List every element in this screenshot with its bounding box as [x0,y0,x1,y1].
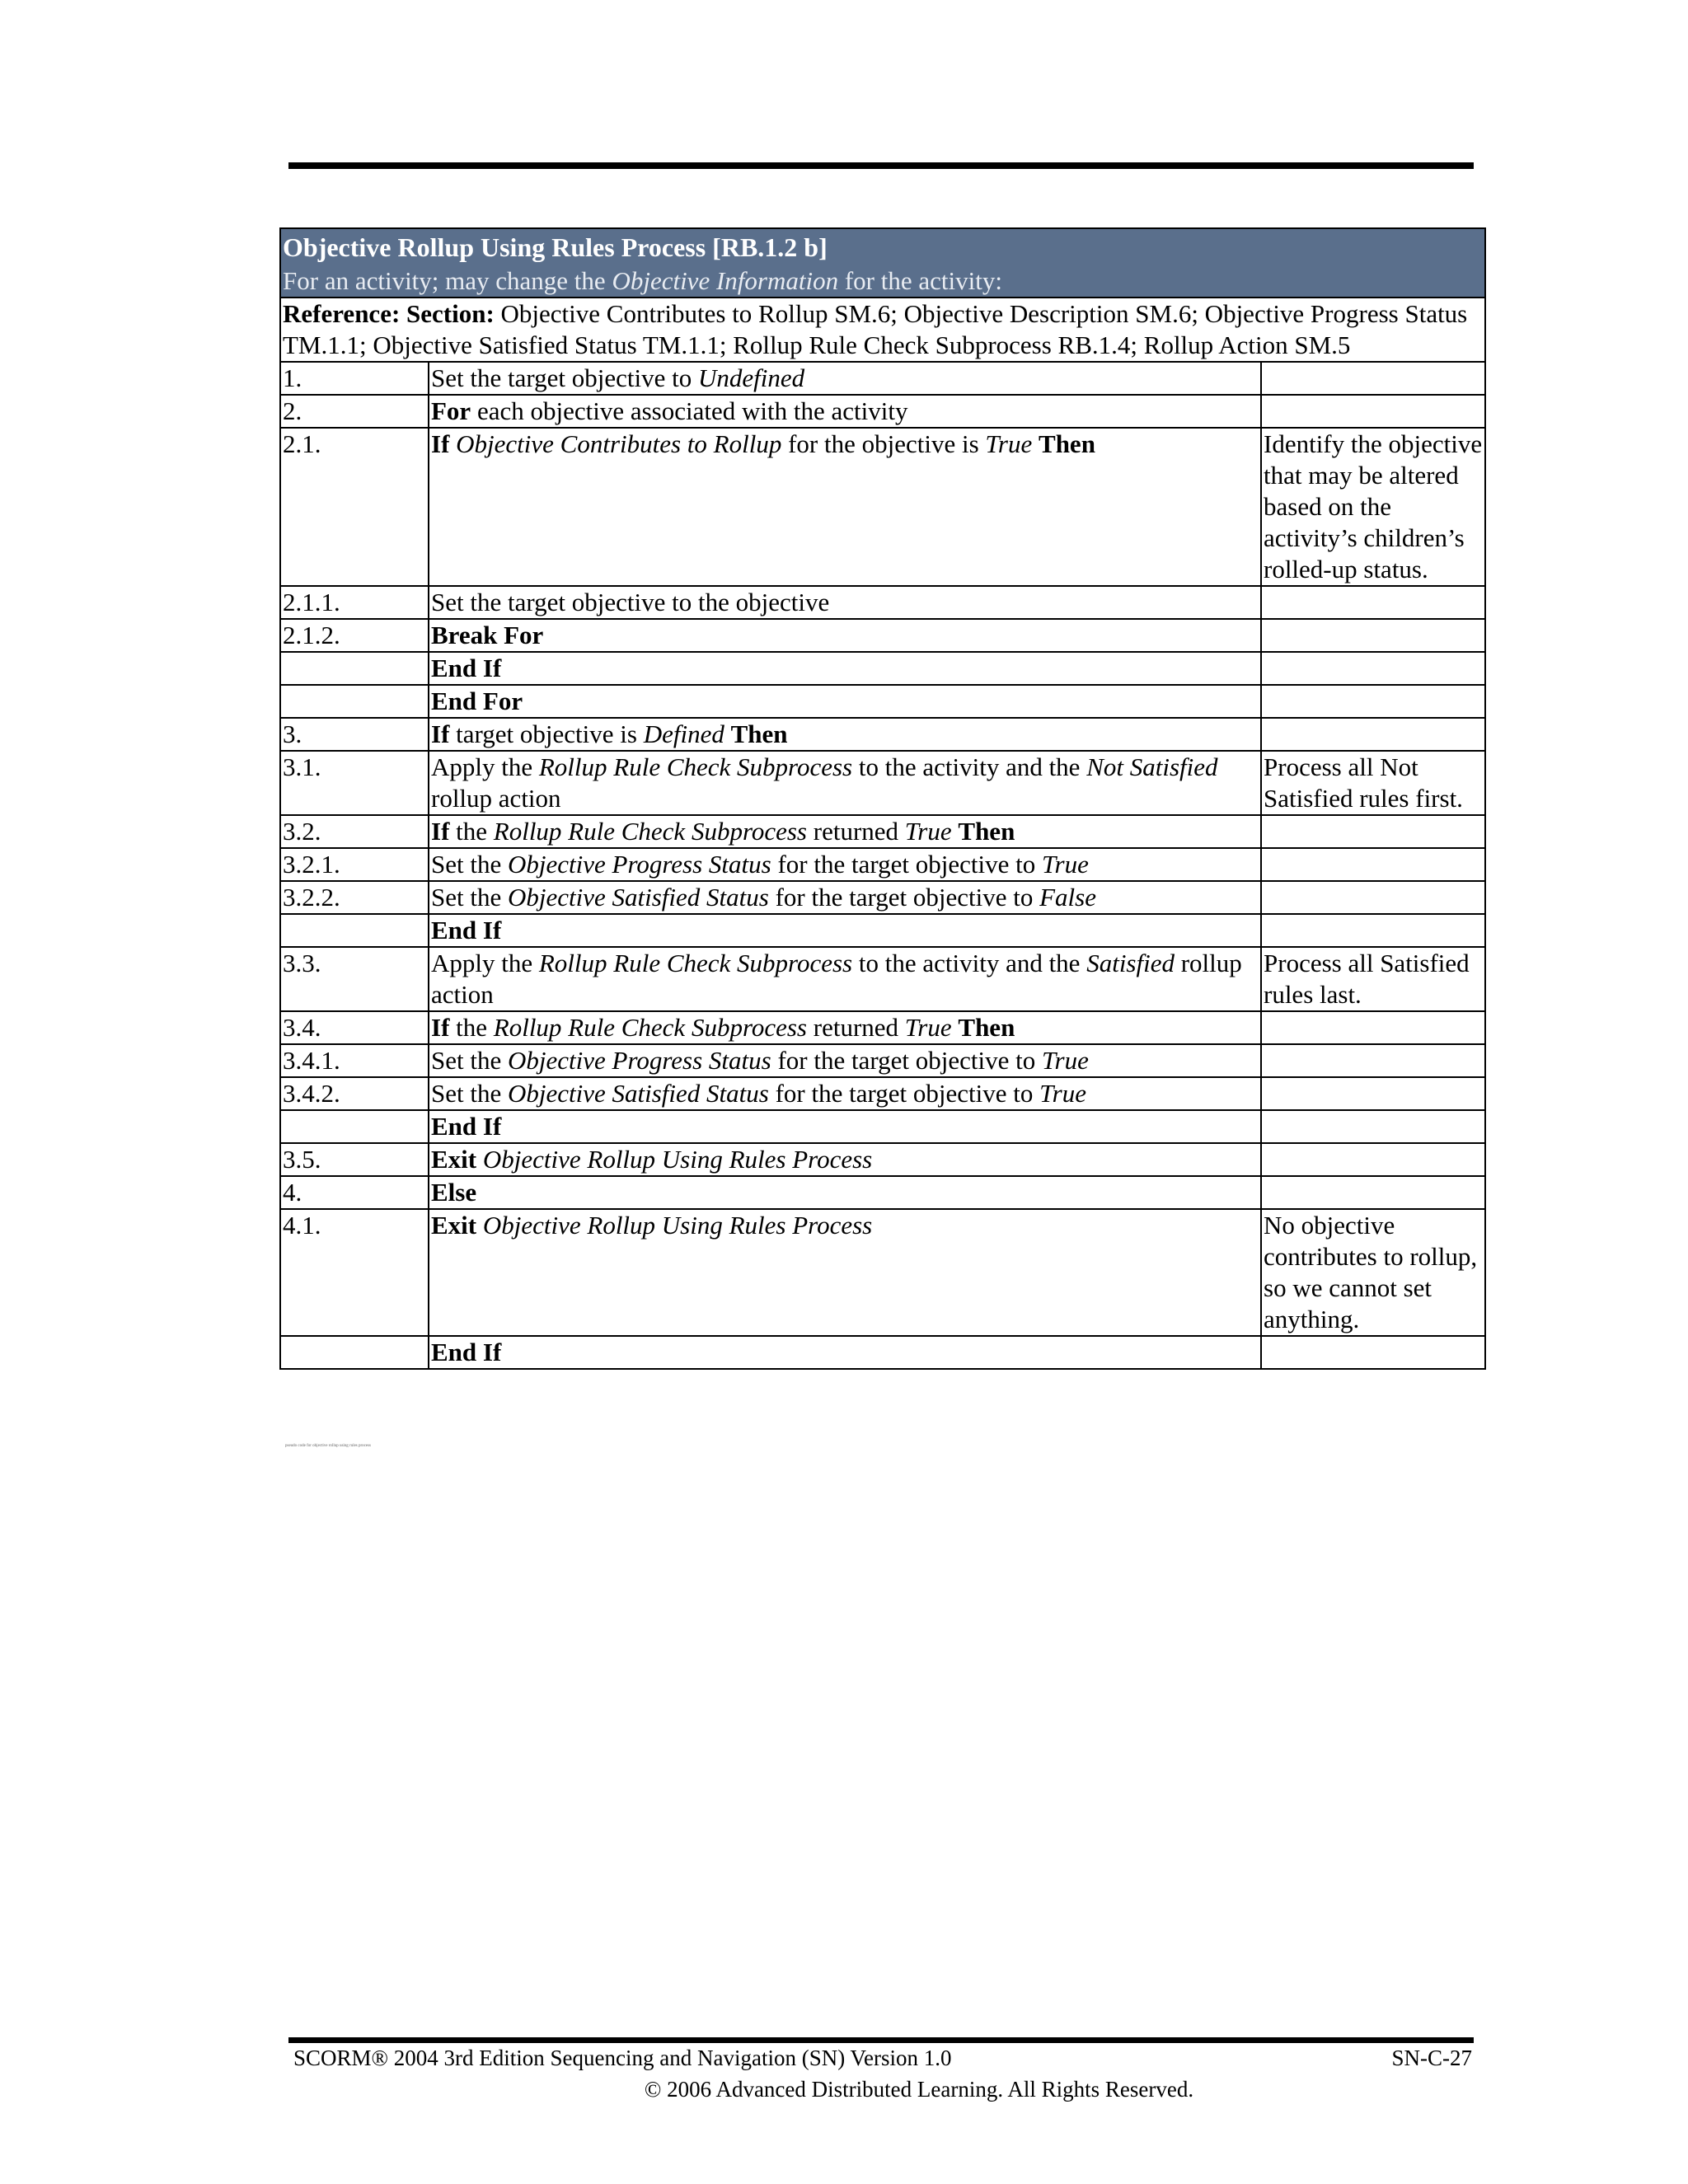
process-table [279,227,1486,1370]
reference-label: Reference: Section: [283,299,495,328]
step-number: 3. [280,718,429,751]
step-note [1261,1176,1485,1209]
step-text [429,848,1261,881]
step-number: 3.4.1. [280,1044,429,1077]
step-number: 2.1.2. [280,619,429,652]
keyword: End If [431,1338,502,1366]
term: Undefined [697,363,805,392]
step-text [429,1077,1261,1110]
keyword: End If [431,916,502,944]
step-row [280,1077,1485,1110]
step-fragment: Set the [431,883,508,912]
step-note: Process all Not Satisfied rules first. [1261,751,1485,815]
step-text [429,947,1261,1011]
step-fragment: for the target objective to [771,850,1042,879]
keyword: Then [730,719,788,748]
term: Rollup Rule Check Subprocess [538,949,853,977]
table-caption: pseudo code for objective rollup using rules process [285,1444,372,1448]
step-note [1261,1336,1485,1369]
step-text [429,1044,1261,1077]
step-number [280,685,429,718]
term: Rollup Rule Check Subprocess [538,752,853,781]
step-note [1261,718,1485,751]
step-fragment: rollup action [431,784,561,813]
step-text [429,428,1261,586]
description-emphasis: Objective Information [612,266,839,295]
step-number [280,914,429,947]
step-text [429,1110,1261,1143]
keyword: End For [431,687,523,715]
term: Rollup Rule Check Subprocess [493,817,807,846]
step-number [280,1336,429,1369]
step-row [280,881,1485,914]
description-text-end: for the activity: [838,266,1002,295]
step-number: 4.1. [280,1209,429,1336]
step-row [280,1176,1485,1209]
keyword: If [431,817,450,846]
step-note [1261,1077,1485,1110]
step-number: 3.1. [280,751,429,815]
term: False [1039,883,1096,912]
keyword: Then [958,1013,1015,1042]
step-text [429,586,1261,619]
step-fragment: returned [807,1013,905,1042]
step-note [1261,685,1485,718]
keyword: For [431,396,471,425]
step-text [429,815,1261,848]
term: Objective Progress Status [508,1046,771,1075]
bottom-rule [288,2037,1474,2043]
term: Defined [643,719,724,748]
process-title: Objective Rollup Using Rules Process [RB.1.2 b] [283,232,828,262]
term: Objective Satisfied Status [508,883,769,912]
step-text [429,751,1261,815]
step-fragment: the [449,1013,494,1042]
footer-copyright: © 2006 Advanced Distributed Learning. All Rights Reserved. [644,2077,1194,2102]
step-note [1261,619,1485,652]
step-fragment: for the target objective to [771,1046,1042,1075]
step-text [429,652,1261,685]
step-number: 2. [280,395,429,428]
keyword: Then [1039,429,1095,458]
step-note [1261,1011,1485,1044]
step-row [280,362,1485,395]
step-text [429,1176,1261,1209]
step-text [429,619,1261,652]
reference-row [280,298,1485,362]
term: Objective Rollup Using Rules Process [482,1145,873,1174]
keyword: Break For [431,621,544,649]
reference-text: Objective Contributes to Rollup SM.6; Objective Description SM.6; Objective Progress Status TM.1.1; Objective Satisfied Status TM.1.1; Rollup Rule Check Subprocess RB.1.4; Rollup Action SM.5 [283,299,1468,359]
step-row [280,914,1485,947]
step-number: 3.3. [280,947,429,1011]
step-fragment [476,1211,483,1240]
step-row [280,652,1485,685]
step-row [280,685,1485,718]
step-fragment: rollup action [431,949,1242,1009]
step-note [1261,815,1485,848]
term: True [985,429,1033,458]
reference-cell [280,298,1485,362]
term: Objective Progress Status [508,850,771,879]
step-row [280,1011,1485,1044]
step-text [429,881,1261,914]
step-text [429,718,1261,751]
keyword: Exit [431,1145,477,1174]
term: True [1041,1046,1089,1075]
step-row [280,1110,1485,1143]
keyword: End If [431,654,502,682]
step-number: 2.1. [280,428,429,586]
step-row [280,848,1485,881]
step-number: 3.2.2. [280,881,429,914]
step-fragment: to the activity and the [852,752,1087,781]
step-number: 3.4.2. [280,1077,429,1110]
step-fragment: Set the target objective to [431,363,698,392]
footer-page-number: SN-C-27 [1391,2046,1472,2070]
step-note [1261,1044,1485,1077]
step-fragment: Set the [431,850,508,879]
keyword: If [431,429,450,458]
footer-title: SCORM® 2004 3rd Edition Sequencing and Navigation (SN) Version 1.0 [293,2046,952,2070]
step-fragment: returned [807,817,905,846]
keyword: If [431,719,450,748]
step-number [280,652,429,685]
step-row [280,619,1485,652]
step-fragment: for the target objective to [768,883,1040,912]
step-number: 3.4. [280,1011,429,1044]
step-fragment [449,429,456,458]
keyword: Exit [431,1211,477,1240]
term: True [1041,850,1089,879]
step-number: 4. [280,1176,429,1209]
step-row [280,1209,1485,1336]
step-number: 2.1.1. [280,586,429,619]
step-note: No objective contributes to rollup, so we cannot set anything. [1261,1209,1485,1336]
step-number: 1. [280,362,429,395]
step-note [1261,848,1485,881]
term: Rollup Rule Check Subprocess [493,1013,807,1042]
step-note [1261,395,1485,428]
step-note [1261,362,1485,395]
top-rule [288,162,1474,169]
step-row [280,751,1485,815]
step-note [1261,914,1485,947]
step-fragment [476,1145,483,1174]
step-note [1261,881,1485,914]
keyword: Then [958,817,1015,846]
header-cell [280,228,1485,298]
step-text [429,1336,1261,1369]
step-note [1261,1143,1485,1176]
step-fragment: Set the target objective to the objective [431,588,830,616]
step-fragment: the [449,817,494,846]
step-fragment: Set the [431,1079,508,1108]
description-text: For an activity; may change the [283,266,612,295]
step-text [429,1011,1261,1044]
process-table-body [280,228,1485,1369]
term: Objective Contributes to Rollup [456,429,782,458]
step-row [280,395,1485,428]
step-text [429,362,1261,395]
process-description [283,265,1483,297]
step-text [429,914,1261,947]
step-note: Process all Satisfied rules last. [1261,947,1485,1011]
term: True [904,1013,952,1042]
step-row [280,718,1485,751]
keyword: End If [431,1112,502,1141]
step-fragment: each objective associated with the activity [471,396,908,425]
step-row [280,1044,1485,1077]
keyword: Else [431,1178,477,1207]
step-fragment: Set the [431,1046,508,1075]
term: True [1039,1079,1086,1108]
step-row [280,586,1485,619]
step-note [1261,1110,1485,1143]
step-row [280,1143,1485,1176]
step-row [280,947,1485,1011]
step-note: Identify the objective that may be altered based on the activity’s children’s rolled-up status. [1261,428,1485,586]
term: Objective Satisfied Status [508,1079,769,1108]
step-text [429,1209,1261,1336]
term: True [904,817,952,846]
step-note [1261,586,1485,619]
step-number: 3.5. [280,1143,429,1176]
step-fragment: for the target objective to [768,1079,1040,1108]
step-fragment [724,719,731,748]
step-row [280,428,1485,586]
step-fragment: target objective is [449,719,644,748]
term: Satisfied [1086,949,1175,977]
keyword: If [431,1013,450,1042]
step-text [429,395,1261,428]
step-number: 3.2.1. [280,848,429,881]
step-text [429,685,1261,718]
step-number: 3.2. [280,815,429,848]
step-row [280,815,1485,848]
header-row [280,228,1485,298]
term: Not Satisfied [1086,752,1218,781]
step-fragment: to the activity and the [852,949,1087,977]
step-row [280,1336,1485,1369]
step-text [429,1143,1261,1176]
step-fragment: for the objective is [781,429,986,458]
step-fragment: Apply the [431,752,539,781]
step-fragment: Apply the [431,949,539,977]
step-number [280,1110,429,1143]
step-note [1261,652,1485,685]
term: Objective Rollup Using Rules Process [482,1211,873,1240]
step-fragment [1032,429,1039,458]
